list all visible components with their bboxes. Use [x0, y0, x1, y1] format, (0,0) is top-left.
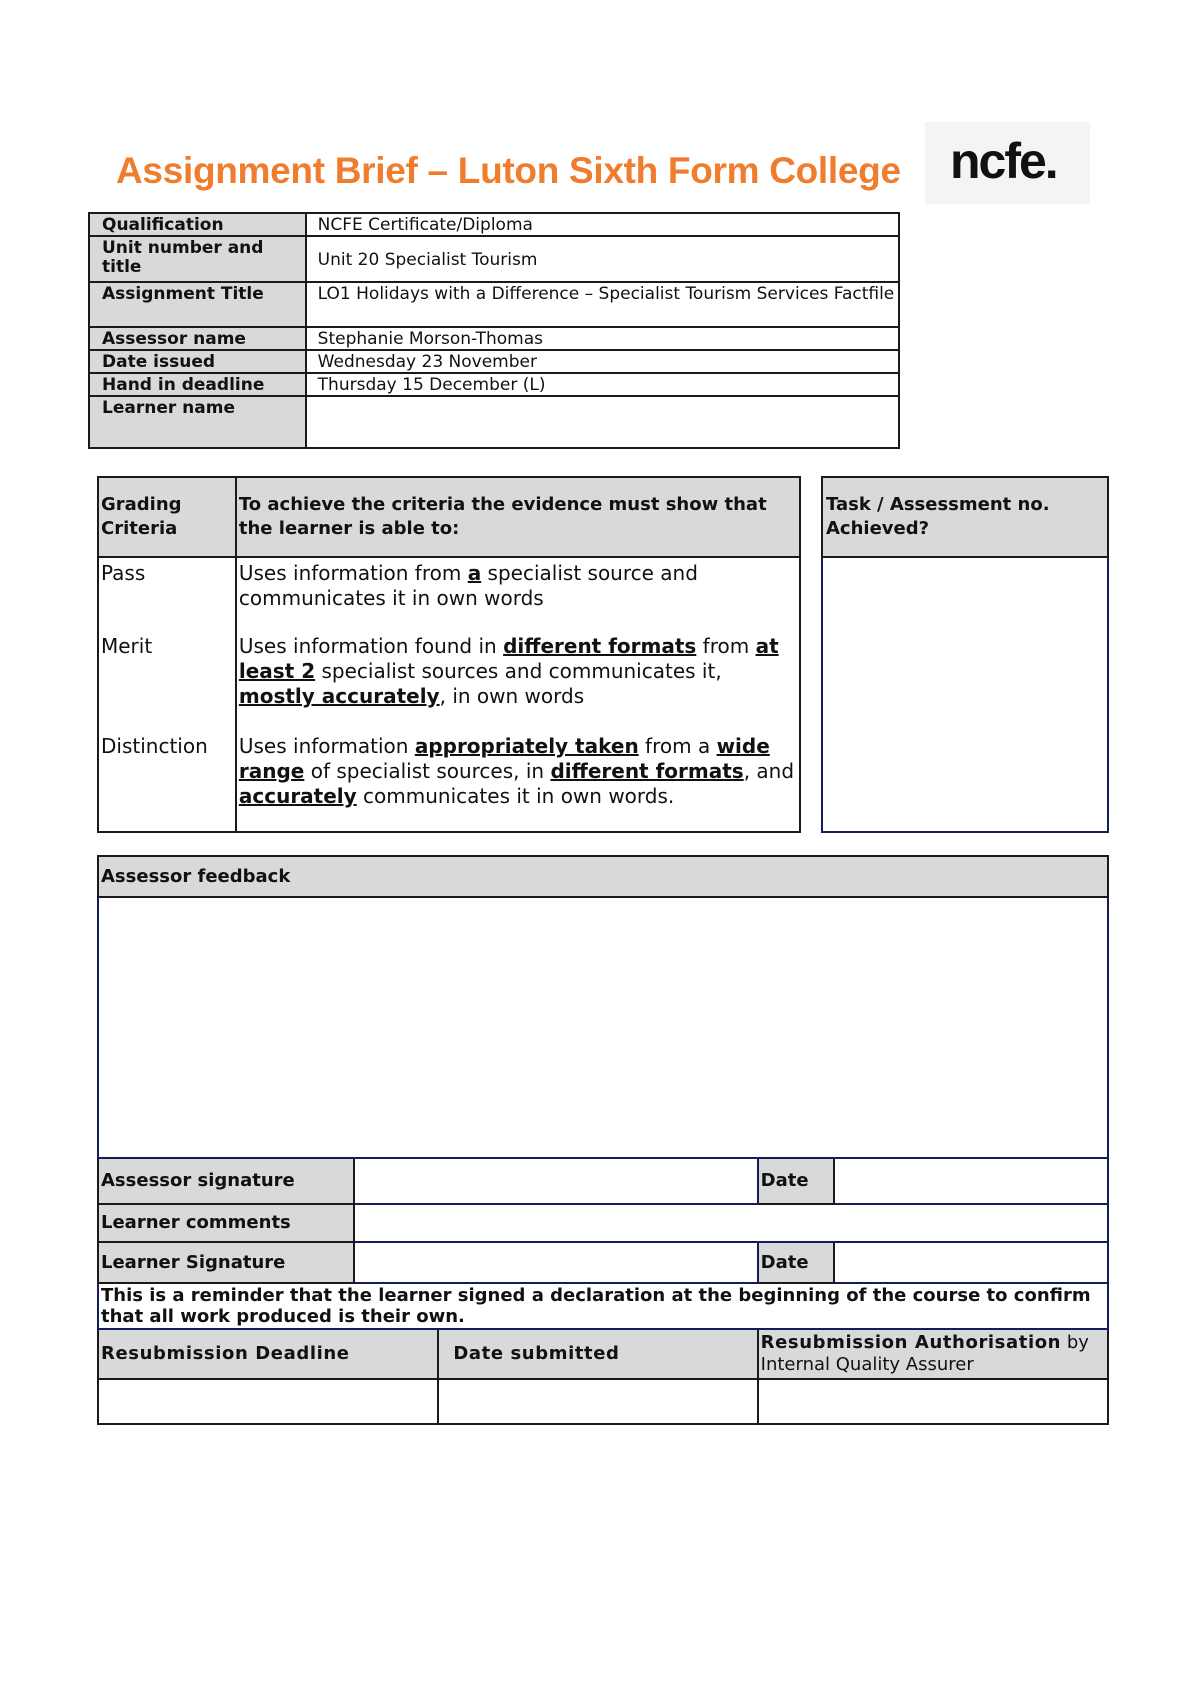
assessor-date-label: Date: [758, 1158, 834, 1204]
learner-name-field[interactable]: [306, 396, 899, 448]
deadline-value: Thursday 15 December (L): [306, 373, 899, 396]
unit-row: [89, 236, 899, 282]
assessor-label: Assessor name: [89, 327, 306, 350]
deadline-label: Hand in deadline: [89, 373, 306, 396]
resubmission-authorisation-label: Resubmission Authorisation by Internal Quality Assurer: [758, 1329, 1108, 1379]
learner-date-label: Date: [758, 1242, 834, 1283]
date-issued-row: [89, 350, 899, 373]
learner-signature-label: Learner Signature: [98, 1242, 354, 1283]
assessor-signature-label: Assessor signature: [98, 1158, 354, 1204]
date-issued-value: Wednesday 23 November: [306, 350, 899, 373]
qualification-value: NCFE Certificate/Diploma: [306, 213, 899, 236]
learner-name-label: Learner name: [89, 396, 306, 448]
pass-label: Pass: [101, 561, 146, 585]
resubmission-header-row: [98, 1329, 1108, 1379]
resubmission-deadline-label: Resubmission Deadline: [98, 1329, 438, 1379]
ncfe-logo: ncfe.: [950, 133, 1057, 189]
distinction-criteria: Uses information appropriately taken from a wide range of specialist sources, in different formats, and accurately communicates it in own words.: [238, 734, 795, 808]
distinction-label: Distinction: [101, 734, 208, 758]
qualification-label: Qualification: [89, 213, 306, 236]
assignment-title-label: Assignment Title: [89, 282, 306, 327]
unit-value: Unit 20 Specialist Tourism: [306, 236, 899, 282]
assessor-signature-field[interactable]: [354, 1158, 758, 1204]
learner-date-field[interactable]: [834, 1242, 1108, 1283]
assessor-value: Stephanie Morson-Thomas: [306, 327, 899, 350]
page-title: Assignment Brief – Luton Sixth Form College: [116, 150, 901, 191]
assessor-feedback-field[interactable]: [98, 897, 1108, 1158]
merit-criteria: Uses information found in different formats from at least 2 specialist sources and communicates it, mostly accurately, in own words: [238, 634, 779, 708]
resubmission-values-row: [98, 1379, 1108, 1424]
pass-criteria: Uses information from a specialist source and communicates it in own words: [238, 561, 698, 610]
learner-name-row: [89, 396, 899, 448]
assignment-title-value: LO1 Holidays with a Difference – Specialist Tourism Services Factfile: [306, 282, 899, 327]
learner-signature-row: [98, 1242, 1108, 1283]
feedback-table: [97, 855, 1109, 1425]
criteria-body-row: [98, 557, 800, 832]
assessor-date-field[interactable]: [834, 1158, 1108, 1204]
grading-criteria-header: Grading Criteria: [98, 477, 236, 557]
learner-comments-label: Learner comments: [98, 1204, 354, 1242]
unit-label: Unit number and title: [89, 236, 306, 282]
assessor-feedback-header: Assessor feedback: [98, 856, 1108, 897]
grading-criteria-table: [97, 476, 801, 833]
assessor-row: [89, 327, 899, 350]
declaration-reminder: This is a reminder that the learner signed a declaration at the beginning of the course to confirm that all work produced is their own.: [98, 1283, 1108, 1329]
feedback-header-row: [98, 856, 1108, 897]
date-submitted-label: Date submitted: [438, 1329, 757, 1379]
learner-signature-field[interactable]: [354, 1242, 758, 1283]
assessor-signature-row: [98, 1158, 1108, 1204]
date-issued-label: Date issued: [89, 350, 306, 373]
date-submitted-field[interactable]: [438, 1379, 757, 1424]
evidence-header: To achieve the criteria the evidence must show that the learner is able to:: [236, 477, 800, 557]
criteria-header-row: [98, 477, 800, 557]
learner-comments-field[interactable]: [354, 1204, 1108, 1242]
merit-label: Merit: [101, 634, 153, 658]
reminder-row: [98, 1283, 1108, 1329]
assignment-info-table: [88, 212, 900, 449]
task-assessment-header: Task / Assessment no. Achieved?: [822, 477, 1108, 557]
assignment-title-row: [89, 282, 899, 327]
qualification-row: [89, 213, 899, 236]
task-assessment-field[interactable]: [822, 557, 1108, 832]
resubmission-authorisation-field[interactable]: [758, 1379, 1108, 1424]
deadline-row: [89, 373, 899, 396]
learner-comments-row: [98, 1204, 1108, 1242]
resubmission-deadline-field[interactable]: [98, 1379, 438, 1424]
feedback-body-row: [98, 897, 1108, 1158]
task-assessment-table: [821, 476, 1109, 833]
